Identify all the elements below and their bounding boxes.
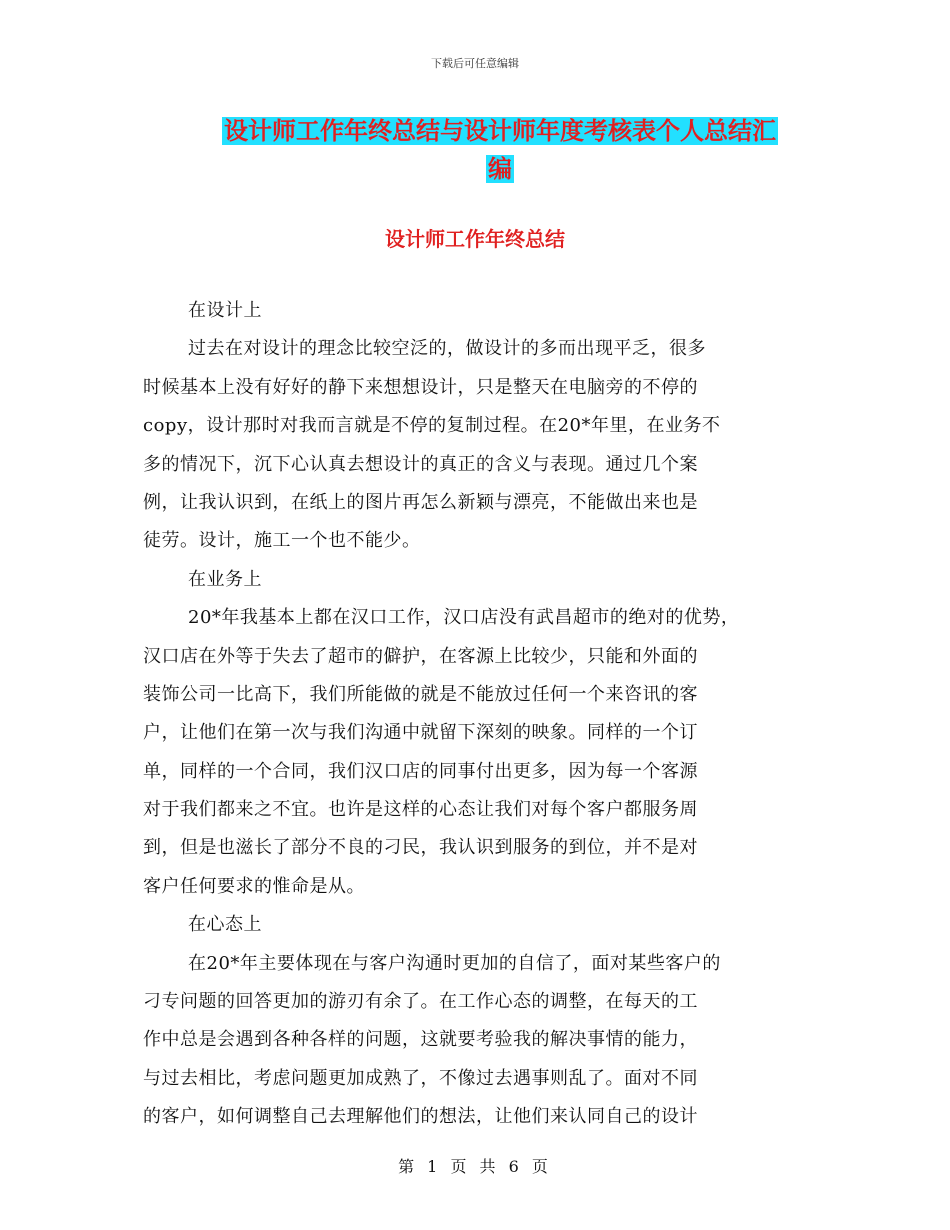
body-text	[143, 292, 813, 1137]
paragraph-line: 在20*年主要体现在与客户沟通时更加的自信了，面对某些客户的	[188, 952, 721, 974]
paragraph-line: 多的情况下，沉下心认真去想设计的真正的含义与表现。通过几个案	[143, 453, 698, 475]
paragraph-line: copy，设计那时对我而言就是不停的复制过程。在20*年里，在业务不	[143, 415, 721, 437]
paragraph-line: 汉口店在外等于失去了超市的僻护，在客源上比较少，只能和外面的	[143, 645, 698, 667]
paragraph-line: 徒劳。设计，施工一个也不能少。	[143, 530, 421, 552]
document-title-line1: 设计师工作年终总结与设计师年度考核表个人总结汇	[224, 117, 776, 145]
document-title-line2: 编	[488, 155, 512, 183]
page-footer: 第 1 页 共 6 页	[398, 1157, 552, 1176]
paragraph-line: 客户任何要求的惟命是从。	[143, 875, 365, 897]
paragraph-line: 户，让他们在第一次与我们沟通中就留下深刻的映象。同样的一个订	[143, 722, 698, 744]
header-note: 下载后可任意编辑	[431, 57, 519, 70]
document-title	[190, 112, 810, 188]
paragraph-line: 单，同样的一个合同，我们汉口店的同事付出更多，因为每一个客源	[143, 760, 698, 782]
subheading-mindset: 在心态上	[188, 914, 262, 936]
paragraph-line: 20*年我基本上都在汉口工作，汉口店没有武昌超市的绝对的优势，	[188, 607, 740, 629]
paragraph-line: 的客户，如何调整自己去理解他们的想法，让他们来认同自己的设计	[143, 1106, 698, 1128]
section-title: 设计师工作年终总结	[385, 227, 565, 251]
paragraph-line: 装饰公司一比高下，我们所能做的就是不能放过任何一个来咨讯的客	[143, 683, 698, 705]
paragraph-line: 作中总是会遇到各种各样的问题，这就要考验我的解决事情的能力，	[143, 1029, 698, 1051]
subheading-business: 在业务上	[188, 568, 262, 590]
subheading-design: 在设计上	[188, 300, 262, 321]
paragraph-line: 例，让我认识到，在纸上的图片再怎么新颖与漂亮，不能做出来也是	[143, 491, 698, 513]
paragraph-line: 到，但是也滋长了部分不良的刁民，我认识到服务的到位，并不是对	[143, 837, 698, 859]
paragraph-line: 刁专问题的回答更加的游刃有余了。在工作心态的调整，在每天的工	[143, 991, 698, 1013]
paragraph-line: 过去在对设计的理念比较空泛的，做设计的多而出现平乏，很多	[188, 338, 706, 360]
paragraph-line: 时候基本上没有好好的静下来想想设计，只是整天在电脑旁的不停的	[143, 376, 698, 398]
paragraph-line: 与过去相比，考虑问题更加成熟了，不像过去遇事则乱了。面对不同	[143, 1067, 698, 1089]
paragraph-line: 对于我们都来之不宜。也许是这样的心态让我们对每个客户都服务周	[143, 799, 698, 821]
